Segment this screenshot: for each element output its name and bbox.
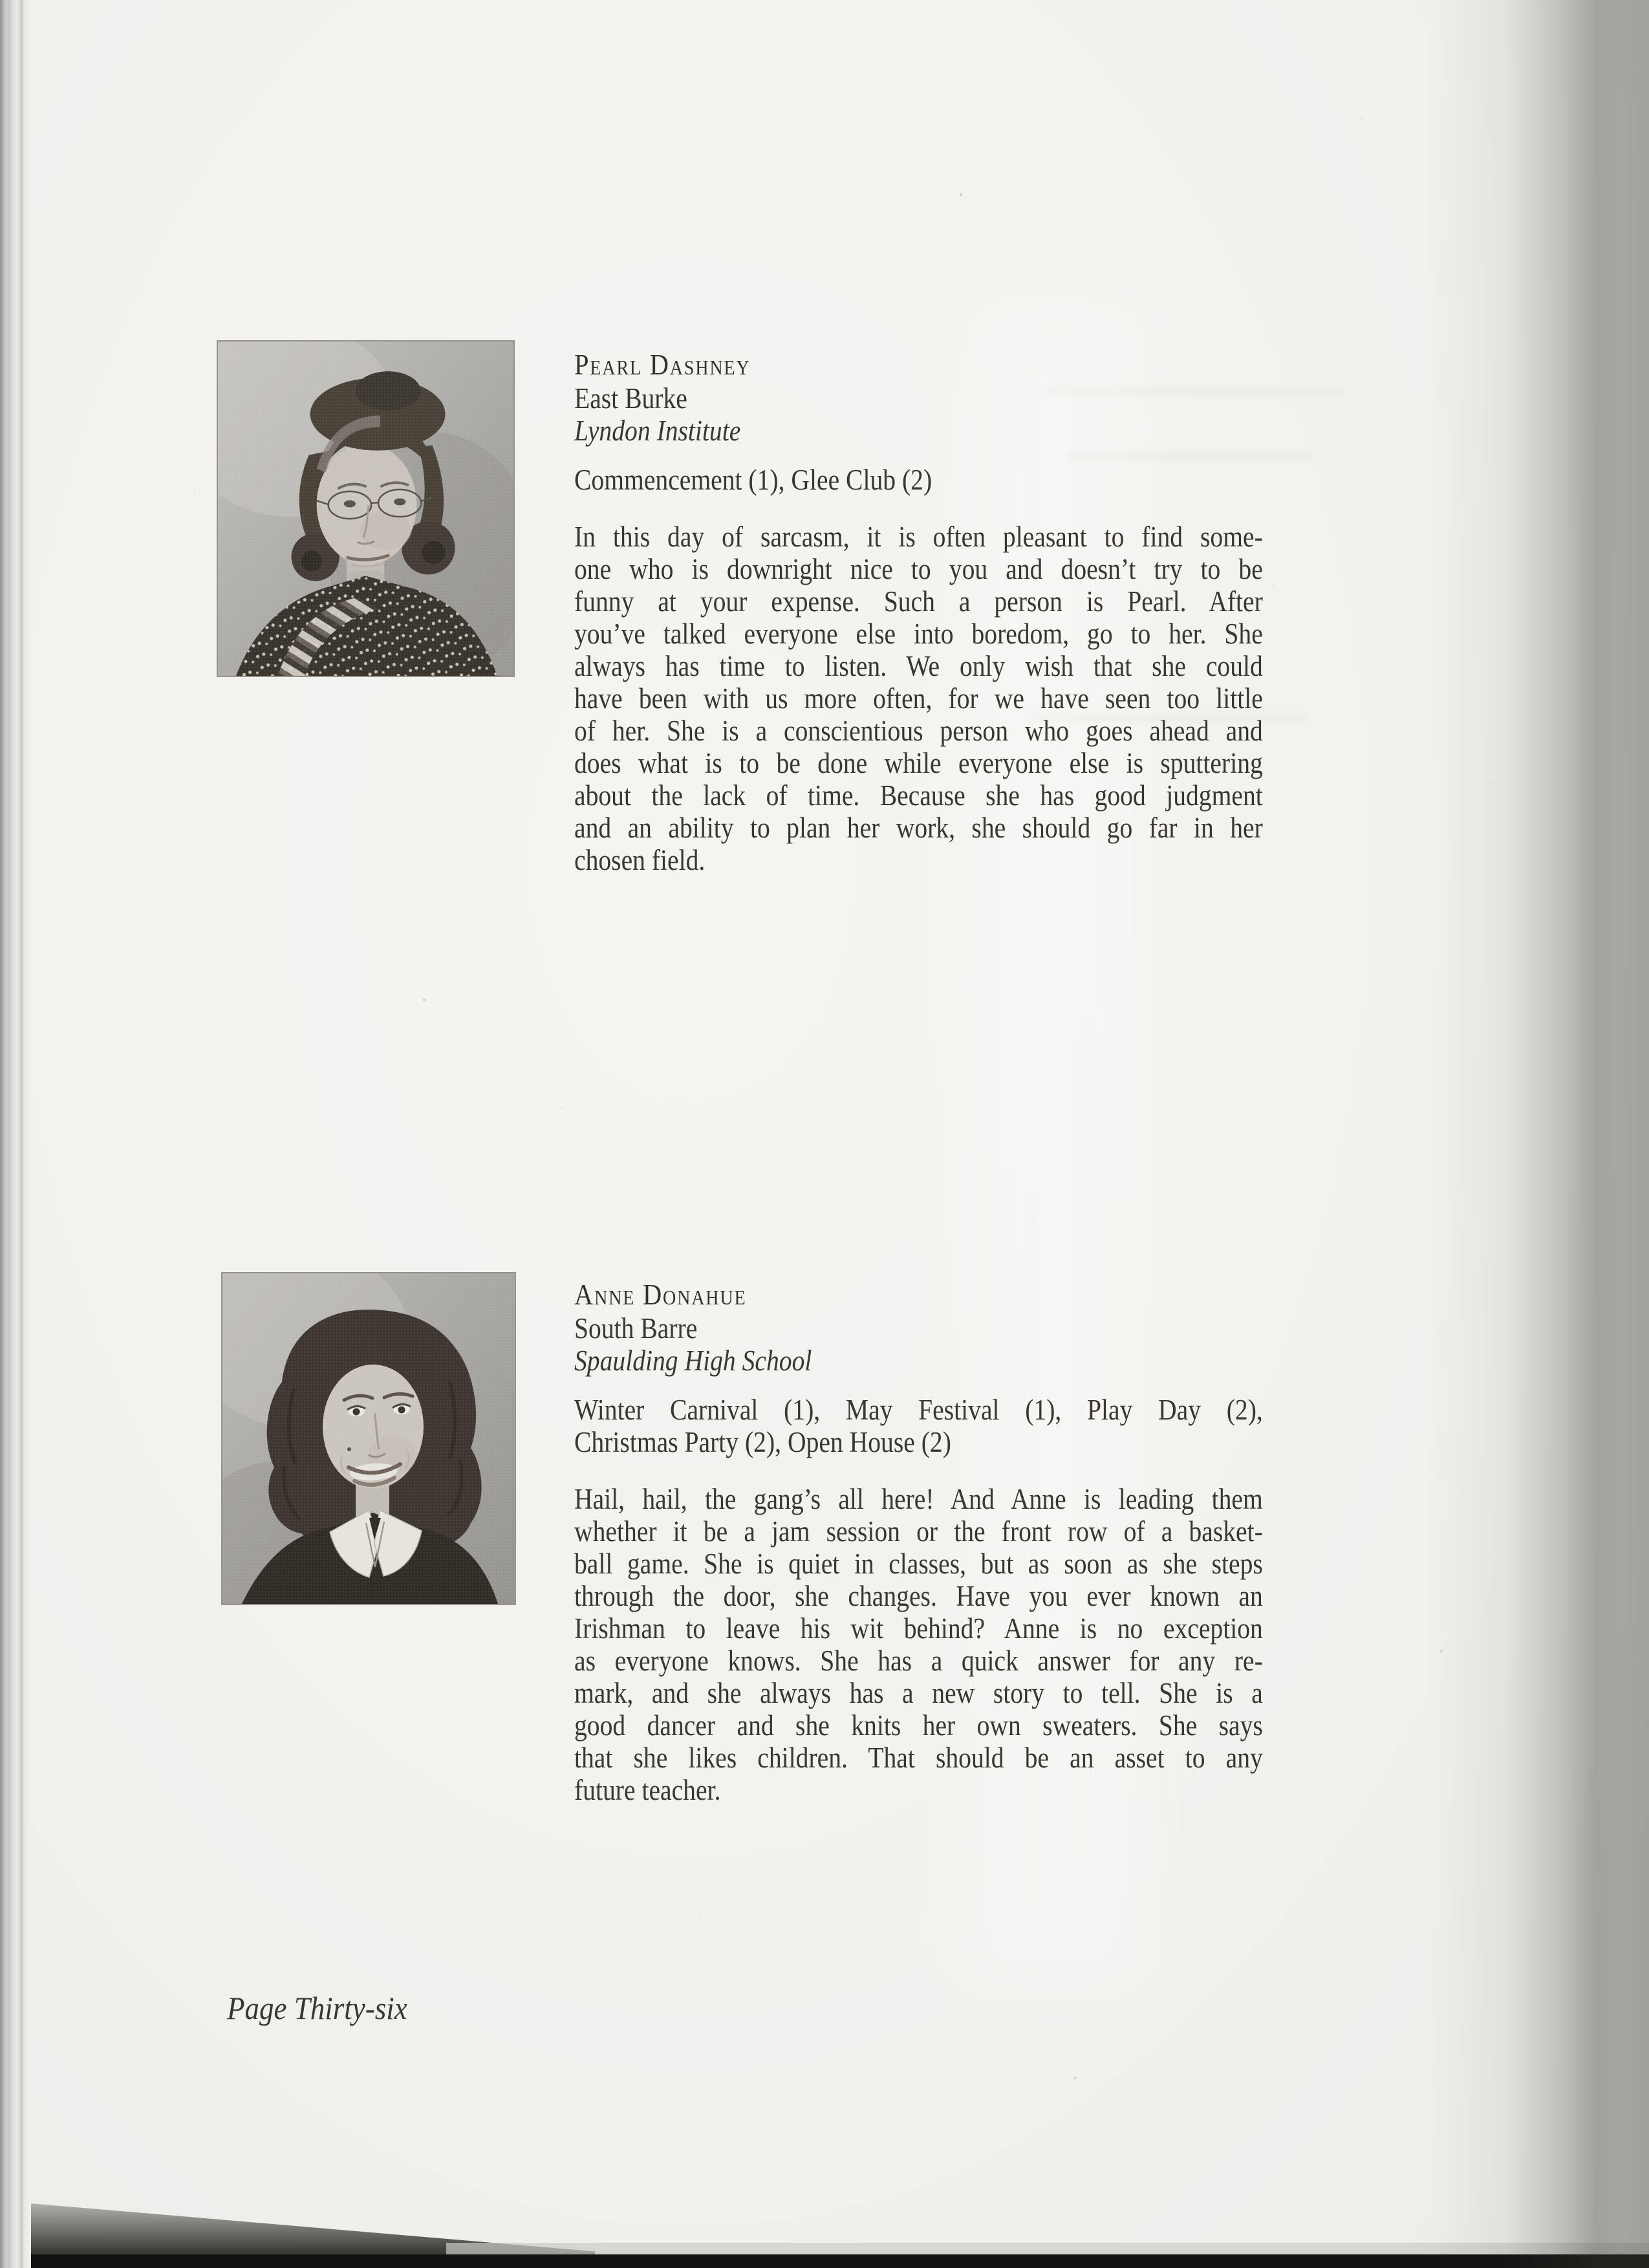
page-binding-edge (0, 0, 31, 2268)
student-activities (574, 464, 1263, 496)
text-line: good dancer and she knits her own sweaters. She says (574, 1709, 1263, 1742)
scan-edge-black-band (0, 2254, 1649, 2268)
text-line: Winter Carnival (1), May Festival (1), Play Day (2), (574, 1394, 1263, 1426)
text-line: about the lack of time. Because she has good judgment (574, 779, 1263, 812)
text-line: Irishman to leave his wit behind? Anne is no exception (574, 1612, 1263, 1645)
text-line: as everyone knows. She has a quick answer for any re- (574, 1645, 1263, 1677)
portrait-pearl-dashney (218, 341, 513, 676)
portrait-photo-icon (218, 341, 513, 676)
portrait-photo-icon (222, 1273, 515, 1604)
text-line: Hail, hail, the gang’s all here! And Anne is leading them (574, 1483, 1263, 1515)
page-number-footer: Page Thirty-six (227, 1990, 407, 2026)
student-bio (574, 1483, 1263, 1806)
student-hometown: East Burke (574, 382, 687, 415)
student-name: Anne Donahue (574, 1278, 747, 1311)
student-school: Spaulding High School (574, 1345, 812, 1377)
text-line: ball game. She is quiet in classes, but as soon as she steps (574, 1548, 1263, 1580)
text-line: In this day of sarcasm, it is often pleasant to find some- (574, 521, 1263, 553)
text-line: that she likes children. That should be an asset to any (574, 1742, 1263, 1774)
text-line: you’ve talked everyone else into boredom, go to her. She (574, 618, 1263, 650)
text-line: Christmas Party (2), Open House (2) (574, 1426, 951, 1458)
text-line: whether it be a jam session or the front row of a basket- (574, 1515, 1263, 1548)
text-line: funny at your expense. Such a person is Pearl. After (574, 585, 1263, 618)
text-line: mark, and she always has a new story to tell. She is a (574, 1677, 1263, 1709)
text-line: and an ability to plan her work, she should go far in her (574, 812, 1263, 844)
text-line: future teacher. (574, 1774, 721, 1806)
student-activities (574, 1394, 1263, 1458)
text-line: of her. She is a conscientious person who goes ahead and (574, 715, 1263, 747)
text-line: through the door, she changes. Have you ever known an (574, 1580, 1263, 1612)
profile-anne-donahue (574, 1277, 1263, 1806)
text-line: Commencement (1), Glee Club (2) (574, 464, 932, 496)
page-edge-shadow (1429, 0, 1649, 2268)
text-line: always has time to listen. We only wish that she could (574, 650, 1263, 682)
portrait-anne-donahue (222, 1273, 515, 1604)
student-name: Pearl Dashney (574, 348, 751, 381)
text-line: chosen field. (574, 844, 706, 876)
profile-pearl-dashney (574, 347, 1263, 876)
text-line: one who is downright nice to you and doesn’t try to be (574, 553, 1263, 585)
student-hometown: South Barre (574, 1312, 698, 1345)
text-line: does what is to be done while everyone else is sputtering (574, 747, 1263, 779)
student-bio (574, 521, 1263, 876)
student-school: Lyndon Institute (574, 415, 741, 447)
text-line: have been with us more often, for we have seen too little (574, 682, 1263, 715)
